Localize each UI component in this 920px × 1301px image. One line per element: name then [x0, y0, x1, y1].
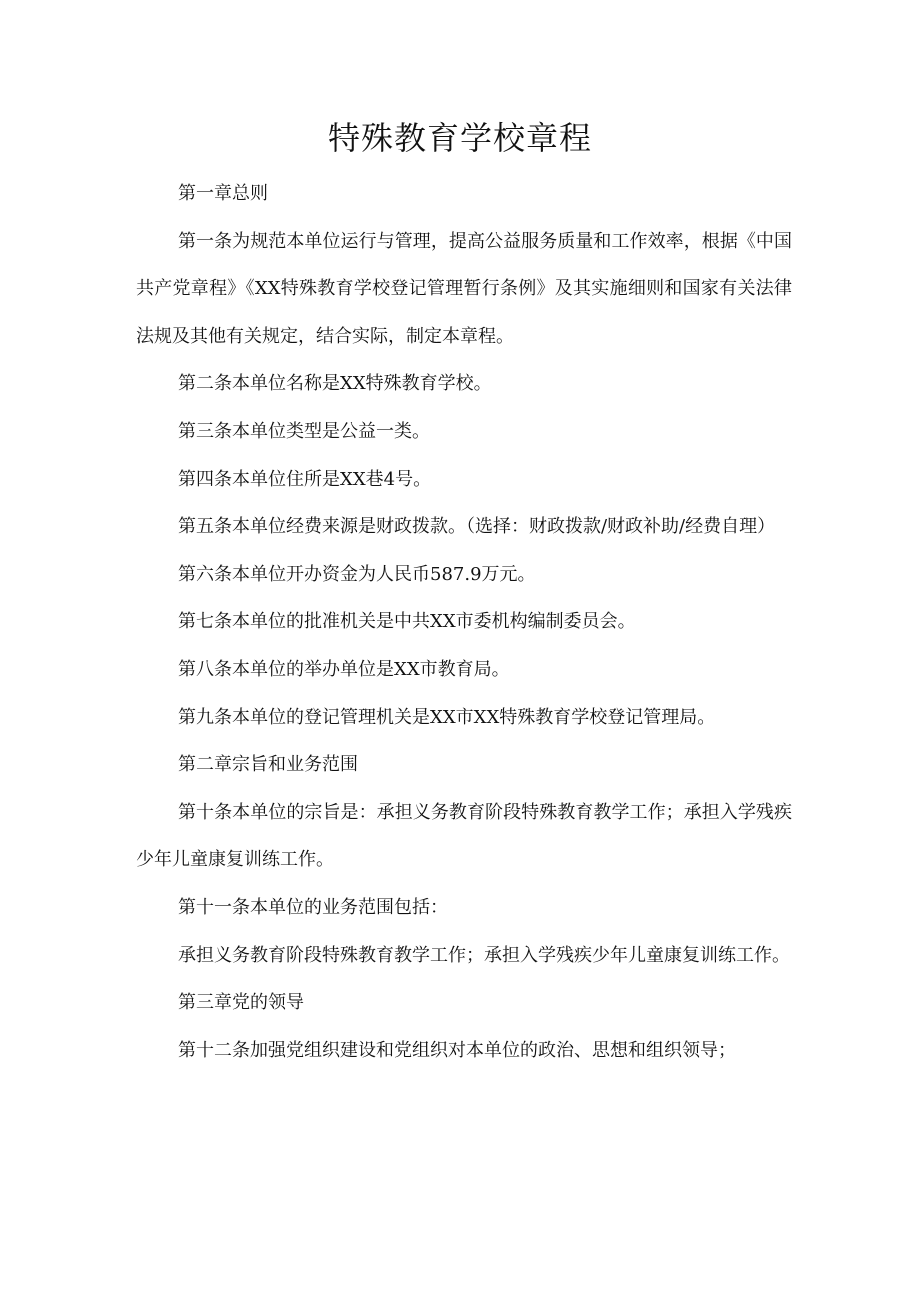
article-paragraph: 第五条本单位经费来源是财政拨款。（选择：财政拨款/财政补助/经费自理）	[178, 516, 776, 538]
article-paragraph: 第七条本单位的批准机关是中共XX市委机构编制委员会。	[178, 611, 636, 633]
article-paragraph: 第八条本单位的举办单位是XX市教育局。	[178, 658, 510, 680]
article-paragraph: 第十一条本单位的业务范围包括：	[178, 896, 448, 918]
article-paragraph: 第四条本单位住所是XX巷4号。	[178, 468, 432, 490]
article-paragraph: 承担义务教育阶段特殊教育教学工作；承担入学残疾少年儿童康复训练工作。	[178, 944, 790, 966]
article-paragraph: 第十二条加强党组织建设和党组织对本单位的政治、思想和组织领导；	[178, 1039, 736, 1061]
article-paragraph: 第六条本单位开办资金为人民币587.9万元。	[178, 563, 536, 585]
article-paragraph: 第九条本单位的登记管理机关是XX市XX特殊教育学校登记管理局。	[178, 706, 716, 728]
chapter-heading: 第二章宗旨和业务范围	[178, 754, 358, 776]
chapter-heading: 第一章总则	[178, 183, 268, 204]
article-paragraph: 第三条本单位类型是公益一类。	[178, 420, 430, 442]
document-title: 特殊教育学校章程	[327, 119, 592, 157]
chapter-heading: 第三章党的领导	[178, 992, 304, 1014]
article-paragraph: 第十条本单位的宗旨是：承担义务教育阶段特殊教育教学工作；承担入学残疾少年儿童康复训练工作。	[136, 801, 792, 871]
article-paragraph: 第一条为规范本单位运行与管理，提高公益服务质量和工作效率，根据《中国共产党章程》《XX特殊教育学校登记管理暂行条例》及其实施细则和国家有关法律法规及其他有关规定，结合实际，制定本章程。	[136, 230, 792, 347]
article-paragraph: 第二条本单位名称是XX特殊教育学校。	[178, 373, 492, 395]
document-body	[136, 170, 792, 1074]
